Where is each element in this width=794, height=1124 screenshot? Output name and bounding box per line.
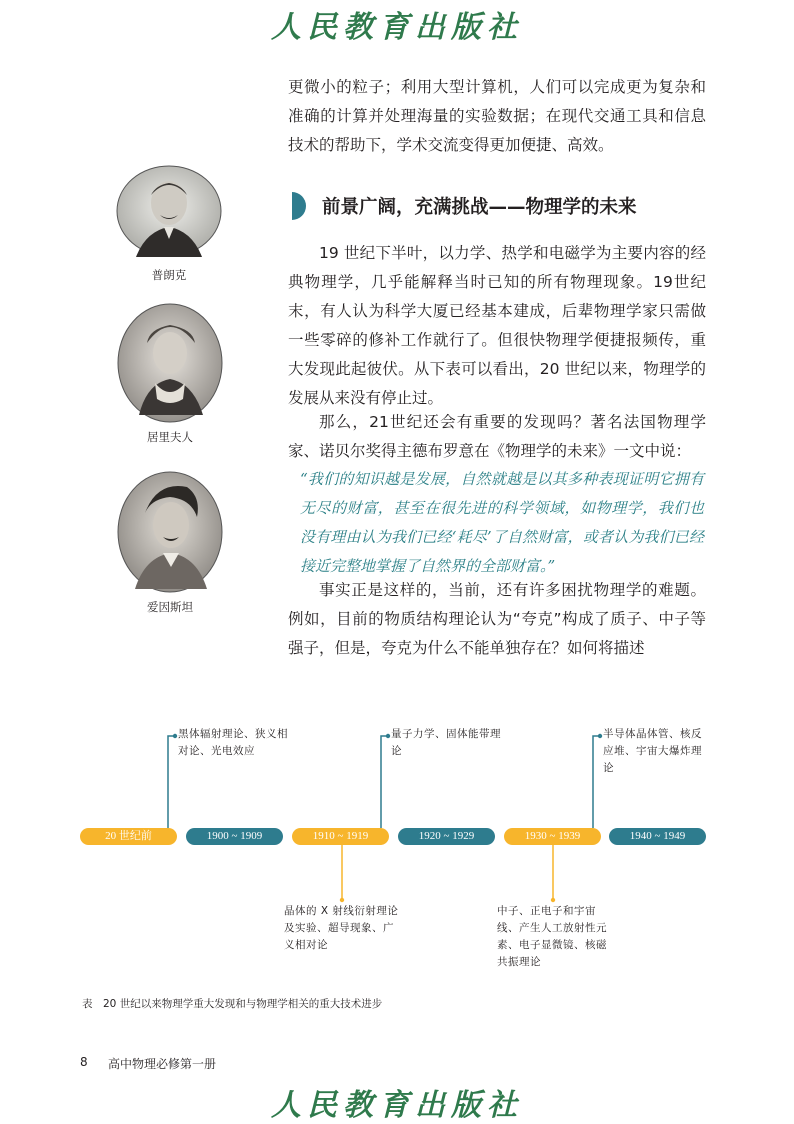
publisher-logo-bottom: 人民教育出版社: [271, 1088, 523, 1123]
timeline-period-1930s: 1930 ~ 1939: [504, 828, 601, 845]
timeline-event-1900s: 黑体辐射理论、狭义相对论、光电效应: [178, 728, 288, 757]
paragraph-intro: 更微小的粒子；利用大型计算机，人们可以完成更为复杂和准确的计算并处理海量的实验数据；在现代交通工具和信息技术的帮助下，学术交流变得更加便捷、高效。: [288, 78, 706, 154]
timeline-period-1920s: 1920 ~ 1929: [398, 828, 495, 845]
timeline-caption: 表 20 世纪以来物理学重大发现和与物理学相关的重大技术进步: [82, 998, 383, 1010]
caption-einstein: 爱因斯坦: [147, 600, 193, 614]
timeline-event-1910s: 晶体的 X 射线衍射理论及实验、超导现象、广义相对论: [284, 905, 399, 951]
section-heading: 前景广阔，充满挑战——物理学的未来: [322, 197, 637, 218]
timeline-event-1940s: 半导体晶体管、核反应堆、宇宙大爆炸理论: [603, 728, 702, 774]
timeline-event-1920s: 量子力学、固体能带理论: [391, 728, 501, 757]
timeline-event-1930s: 中子、正电子和宇宙线、产生人工放射性元素、电子显微镜、核磁共振理论: [497, 905, 607, 968]
paragraph-classical-physics: 19 世纪下半叶，以力学、热学和电磁学为主要内容的经典物理学，几乎能解释当时已知的所有物理现象。19世纪末，有人认为科学大厦已经基本建成，后辈物理学家只需做一些零碎的修补工作就行了。但很快物理学便捷报频传，重大发现此起彼伏。从下表可以看出，20 世纪以来，物理学的发展从来没有停止过。: [288, 244, 706, 407]
page-number: 8: [80, 1055, 88, 1069]
timeline-period-1900s: 1900 ~ 1909: [186, 828, 283, 845]
timeline-period-pre-1900: 20 世纪前: [80, 828, 177, 845]
timeline-period-1910s: 1910 ~ 1919: [292, 828, 389, 845]
publisher-logo-top: 人民教育出版社: [271, 10, 523, 45]
timeline-period-1940s: 1940 ~ 1949: [609, 828, 706, 845]
caption-planck: 普朗克: [151, 268, 187, 282]
caption-curie: 居里夫人: [147, 430, 193, 444]
de-broglie-quote: “我们的知识越是发展，自然就越是以其多种表现证明它拥有无尽的财富，甚至在很先进的科学领域，如物理学，我们也没有理由认为我们已经‘耗尽’了自然财富，或者认为我们已经接近完整地掌握了自然界的全部财富。”: [300, 470, 704, 575]
paragraph-open-problems: 事实正是这样的，当前，还有许多困扰物理学的难题。例如，目前的物质结构理论认为“夸克”构成了质子、中子等强子，但是，夸克为什么不能单独存在？如何将描述: [288, 581, 706, 657]
paragraph-de-broglie: 那么，21世纪还会有重要的发现吗？著名法国物理学家、诺贝尔奖得主德布罗意在《物理学的未来》一文中说：: [288, 413, 706, 460]
book-title: 高中物理必修第一册: [108, 1057, 217, 1071]
